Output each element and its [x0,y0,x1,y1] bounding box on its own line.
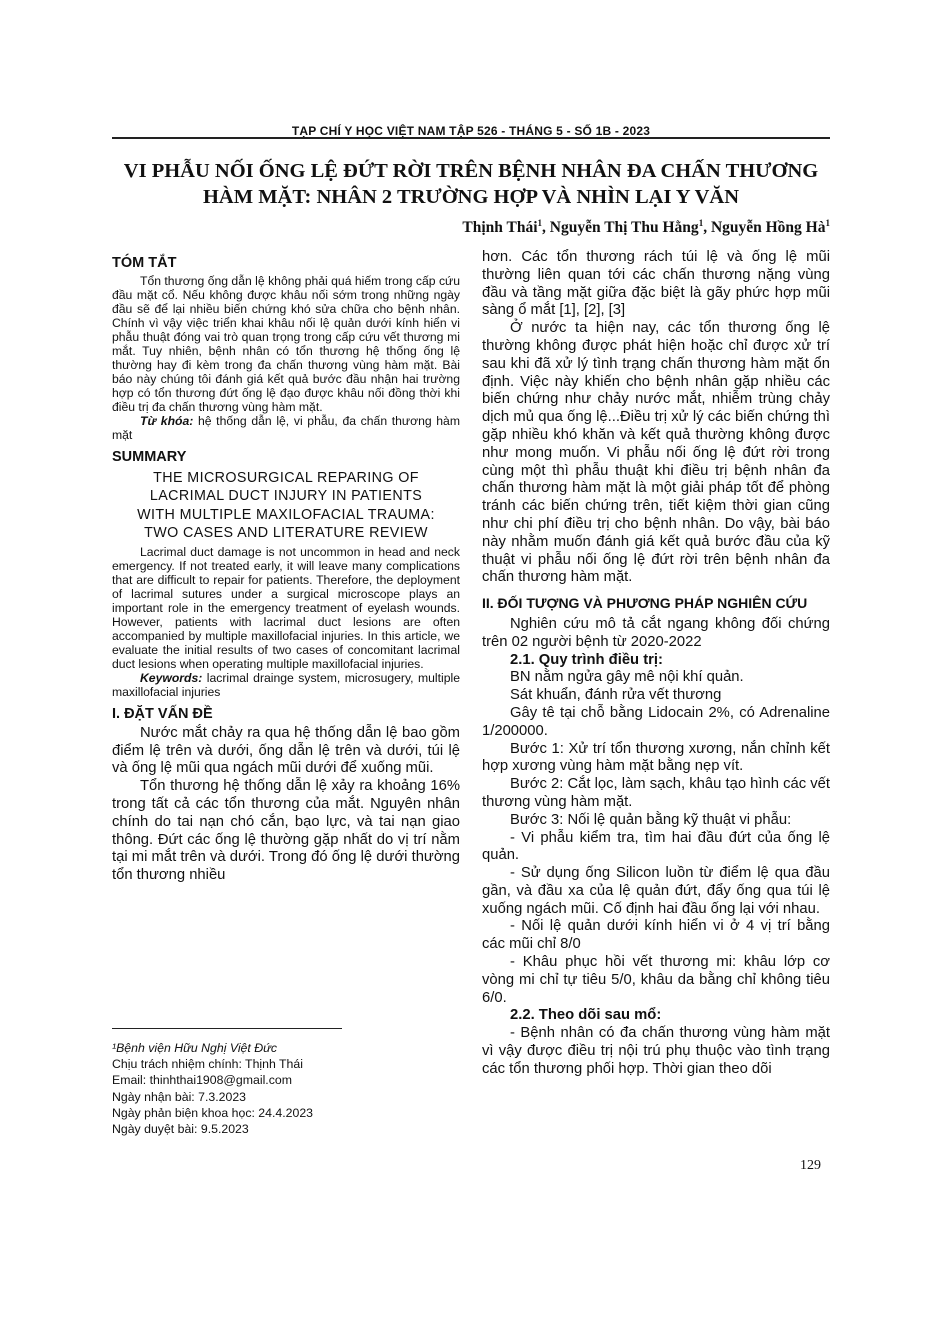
intro-heading: I. ĐẶT VẤN ĐỀ [112,705,213,722]
abstract-heading: TÓM TẮT [112,255,177,271]
summary-body: Lacrimal duct damage is not uncommon in head and neck emergency. If not treated early, it will leave many complications that are difficult to repair for patients. Therefore, the deployment of lacrimal sutures under a surgical microscope plays an important role in the emergency treatment of eyelash wounds. However, patients with lacrimal duct lesions are often accompanied by multiple maxillofacial injuries. In this article, we evaluate the initial results of two cases of concomitant lacrimal duct lesions when operating multiple maxillofacial injuries. [112,544,460,671]
step-3-detail-4: - Khâu phục hồi vết thương mi: khâu lớp cơ vòng mi chỉ tự tiêu 5/0, khâu da bằng chỉ không tiêu 6/0. [482,954,830,1006]
footnote-responsible: Chịu trách nhiệm chính: Thịnh Thái [112,1057,303,1072]
summary-title: THE MICROSURGICAL REPARING OF LACRIMAL DUCT INJURY IN PATIENTS WITH MULTIPLE MAXILOFACIAL TRAUMA: TWO CASES AND LITERATURE REVIEW [137,469,435,542]
article-title [112,158,830,210]
step-intubation: BN nằm ngửa gây mê nội khí quản. [510,669,744,686]
summary-heading: SUMMARY [112,449,187,466]
section-2-2-heading: 2.2. Theo dõi sau mổ: [510,1007,662,1024]
step-1: Bước 1: Xử trí tổn thương xương, nắn chỉnh kết hợp xương vùng hàm mặt bằng nẹp vít. [482,740,830,775]
title-line-1: VI PHẪU NỐI ỐNG LỆ ĐỨT RỜI TRÊN BỆNH NHÂN ĐA CHẤN THƯƠNG [123,160,819,182]
abstract-keywords: Từ khóa: hệ thống dẫn lệ, vi phẫu, đa chấn thương hàm mặt [112,414,460,443]
journal-header: TẠP CHÍ Y HỌC VIỆT NAM TẬP 526 - THÁNG 5 - SỐ 1B - 2023 [291,124,651,138]
left-column [112,252,460,885]
footnote-received: Ngày nhận bài: 7.3.2023 [112,1089,247,1104]
summary-keywords: Keywords: lacrimal drainge system, microsugery, multiple maxillofacial injuries [112,670,460,699]
step-3-detail-2: - Sử dụng ống Silicon luồn từ điểm lệ qua đầu gần, và đầu xa của lệ quản đứt, đẩy ống qua túi lệ xuống ngách mũi. Cố định hai đầu ống lại với nhau. [482,865,830,917]
section-2-1-heading: 2.1. Quy trình điều trị: [510,651,663,668]
intro-paragraph-3: hơn. Các tổn thương rách túi lệ và ống lệ mũi thường liên quan tới các chấn thương nặng vùng đầu và tầng mặt giữa đặc biệt là gãy phức hợp mũi sàng ổ mắt [1], [2], [3] [482,249,830,319]
author-1-affil: 1 [537,218,543,228]
step-disinfection: Sát khuẩn, đánh rửa vết thương [510,687,722,704]
page-number: 129 [800,1158,821,1173]
intro-paragraph-2: Tổn thương hệ thống dẫn lệ xảy ra khoảng 16% trong tất cả các tổn thương của mắt. Nguyên nhân chính do tai nạn chó cắn, bạo lực, và tai nạn giao thông. Đứt các ống lệ thường gặp nhất do vị trí nằm tại mi mắt trên và dưới. Trong đó ống lệ dưới thường tổn thương nhiều [112,778,460,884]
footnote-accepted: Ngày duyệt bài: 9.5.2023 [112,1122,249,1137]
intro-paragraph-1: Nước mắt chảy ra qua hệ thống dẫn lệ bao gồm điểm lệ trên và dưới, ống dẫn lệ trên và dưới, túi lệ và ống lệ mũi qua ngách mũi dưới để xuống mũi. [112,724,460,777]
author-2: Nguyễn Thị Thu Hằng [549,219,699,237]
footnote-rule [112,1028,342,1029]
author-2-affil: 1 [698,218,704,228]
footnote-email: Email: thinhthai1908@gmail.com [112,1073,292,1088]
step-anesthesia: Gây tê tại chỗ bằng Lidocain 2%, có Adrenaline 1/200000. [482,704,830,739]
methods-paragraph-1: Nghiên cứu mô tả cắt ngang không đối chứng trên 02 người bệnh từ 2020-2022 [482,615,830,650]
followup-paragraph: - Bệnh nhân có đa chấn thương vùng hàm mặt vì vậy được điều trị nội trú phụ thuộc vào tình trạng các tổn thương phối hợp. Thời gian theo dõi [482,1025,830,1077]
header-rule [112,137,830,139]
author-list: Thịnh Thái$^1$, Nguyễn Thị Thu Hằng$^1$, Nguyễn Hồng $Hà^1$ [462,218,830,237]
author-3-affil: 1 [825,218,830,228]
footnote-affiliation: ¹Bệnh viện Hữu Nghị Việt Đức [112,1041,278,1055]
step-2: Bước 2: Cắt lọc, làm sạch, khâu tạo hình các vết thương vùng hàm mặt. [482,776,830,810]
title-line-2: HÀM MẶT: NHÂN 2 TRƯỜNG HỢP VÀ NHÌN LẠI Y VĂN [202,186,740,208]
methods-heading: II. ĐỐI TƯỢNG VÀ PHƯƠNG PHÁP NGHIÊN CỨU [482,595,808,612]
intro-paragraph-4: Ở nước ta hiện nay, các tổn thương ống lệ thường không được phát hiện hoặc chỉ được xử trí sau khi đã xử lý tình trạng chấn thương hàm mặt ổn định. Việc này khiến cho bệnh nhân gặp nhiều các biến chứng như chảy nước mắt, nhiễm trùng chảy dịch mủ qua ống lệ...Điều trị xử lý các biến chứng thì gặp nhiều khó khăn và kết quả thường không được như mong muốn. Vi phẫu nối ống lệ đứt rời trong cùng một thì phẫu thuật khi điều trị bệnh nhân đa chấn thương hàm mặt là một giải pháp tốt để phòng tránh các biến chứng trên, tiết kiệm thời gian cũng như chi phí điều trị cho bệnh nhân. Do vậy, bài báo này nhằm muốn đánh giá kết quả bước đầu của kỹ thuật vi phẫu nối ống lệ đứt rời trên bệnh nhân đa chấn thương hàm mặt. [482,320,830,586]
author-3: Nguyễn Hồng Hà [710,219,826,237]
footnotes [112,1040,452,1137]
right-column [482,249,830,1079]
step-3-detail-1: - Vi phẫu kiểm tra, tìm hai đầu đứt của ống lệ quản. [482,829,830,864]
author-1: Thịnh Thái [462,219,538,237]
step-3: Bước 3: Nối lệ quản bằng kỹ thuật vi phẫu: [510,811,792,828]
step-3-detail-3: - Nối lệ quản dưới kính hiển vi ở 4 vị trí bằng các mũi chỉ 8/0 [482,918,830,953]
abstract-body: Tổn thương ống dẫn lệ không phải quá hiếm trong cấp cứu đầu mặt cổ. Nếu không được khâu nối sớm trong những ngày đầu sẽ để lại nhiều biến chứng khó sửa chữa cho bệnh nhân. Chính vì vậy việc triển khai khâu nối lệ quản dưới kính hiển vi phẫu thuật đóng vai trò quan trọng trong cấp cứu vết thương mi mắt. Tuy nhiên, bệnh nhân có tổn thương hệ thống ống lệ thường hay đi kèm trong đa chấn thương vùng hàm mặt. Bài báo này chúng tôi đánh giá kết quả bước đầu nhận hai trường hợp có tổn thương đứt ống lệ đạo được khâu nối đồng thời khi điều trị đa chấn thương vùng hàm mặt. [112,274,460,415]
footnote-reviewed: Ngày phản biện khoa học: 24.4.2023 [112,1105,314,1120]
